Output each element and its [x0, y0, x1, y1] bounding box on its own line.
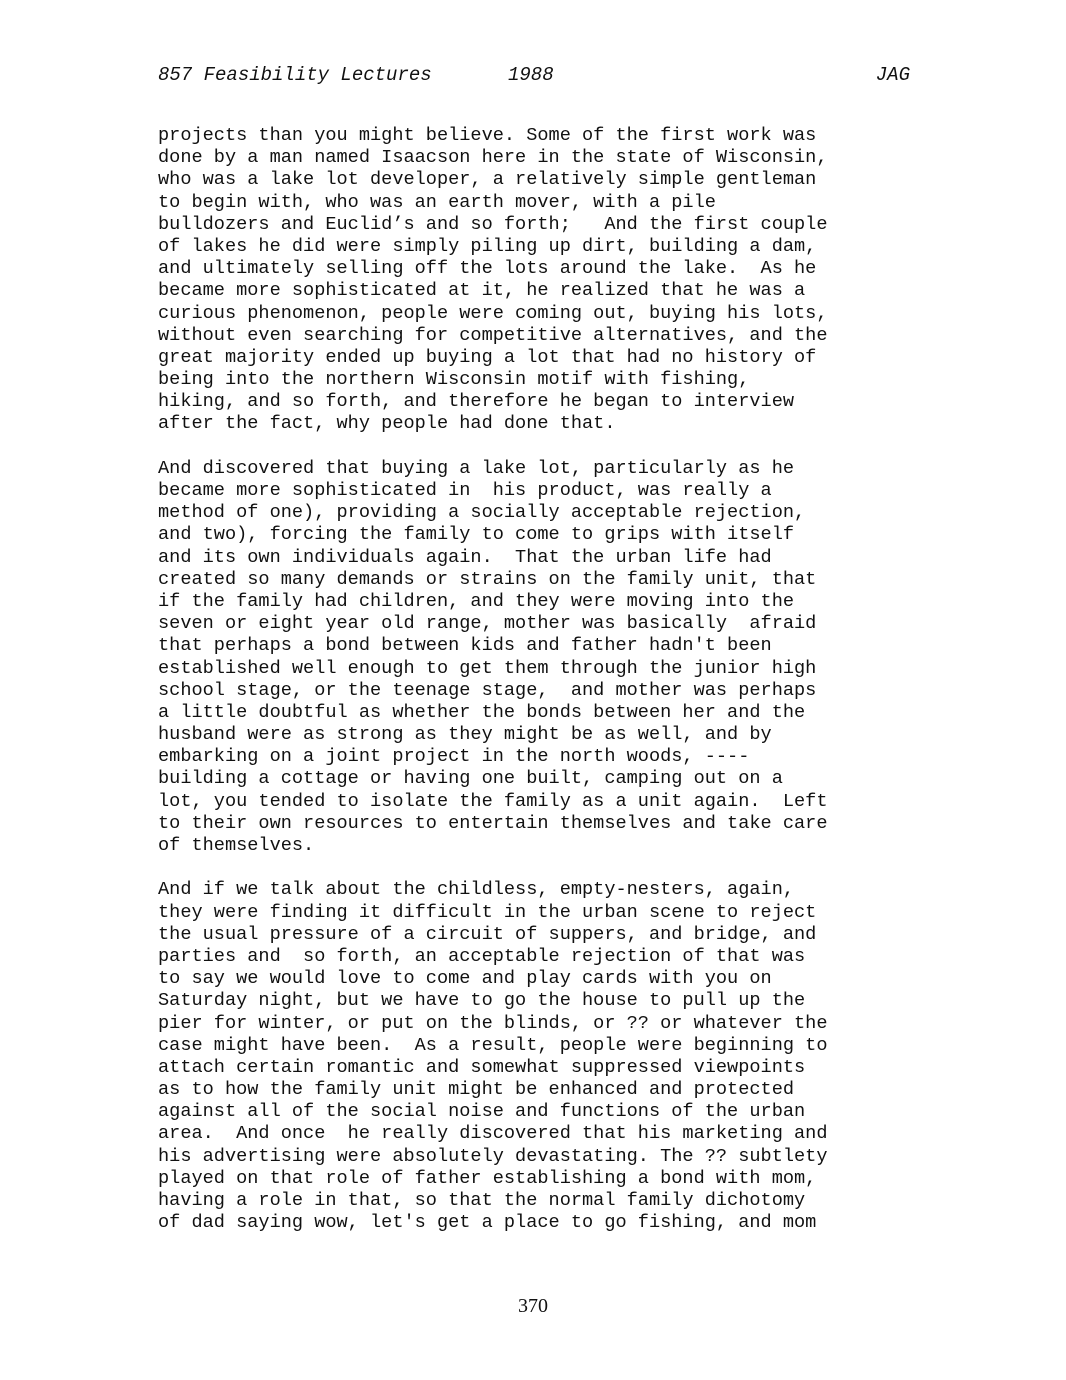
- paragraph: [158, 458, 918, 857]
- text-line: curious phenomenon, people were coming out, buying his lots,: [158, 302, 828, 324]
- text-line: who was a lake lot developer, a relatively simple gentleman: [158, 169, 817, 191]
- header-year: 1988: [508, 64, 554, 86]
- text-line: hiking, and so forth, and therefore he began to interview: [158, 391, 795, 413]
- header-course-title: 857 Feasibility Lectures: [158, 64, 432, 86]
- running-header: [158, 62, 910, 88]
- text-line: great majority ended up buying a lot that had no history of: [158, 346, 817, 368]
- text-line: created so many demands or strains on the family unit, that: [158, 568, 817, 590]
- text-line: to say we would love to come and play cards with you on: [158, 968, 772, 990]
- header-author-initials: JAG: [875, 64, 910, 86]
- text-line: of dad saying wow, let's get a place to go fishing, and mom: [158, 1212, 817, 1234]
- page-number: 370: [518, 1295, 548, 1317]
- text-line: established well enough to get them through the junior high: [158, 657, 817, 679]
- lecture-body-text: [158, 125, 918, 1257]
- text-line: if the family had children, and they were moving into the: [158, 590, 795, 612]
- text-line: as to how the family unit might be enhanced and protected: [158, 1079, 795, 1101]
- text-line: lot, you tended to isolate the family as a unit again. Left: [158, 790, 828, 812]
- text-line: seven or eight year old range, mother was basically afraid: [158, 613, 817, 635]
- paragraph: [158, 879, 918, 1234]
- text-line: played on that role of father establishing a bond with mom,: [158, 1167, 817, 1189]
- text-line: having a role in that, so that the normal family dichotomy: [158, 1190, 806, 1211]
- text-line: Saturday night, but we have to go the house to pull up the: [158, 990, 806, 1012]
- text-line: to begin with, who was an earth mover, with a pile: [158, 191, 716, 213]
- text-line: case might have been. As a result, people were beginning to: [158, 1034, 828, 1056]
- text-line: became more sophisticated at it, he realized that he was a: [158, 280, 806, 302]
- text-line: And discovered that buying a lake lot, particularly as he: [158, 457, 795, 479]
- text-line: embarking on a joint project in the north woods, ----: [158, 746, 750, 768]
- text-line: area. And once he really discovered that his marketing and: [158, 1123, 828, 1145]
- text-line: building a cottage or having one built, camping out on a: [158, 768, 783, 790]
- text-line: and its own individuals again. That the urban life had: [158, 546, 772, 568]
- text-line: And if we talk about the childless, empty-nesters, again,: [158, 879, 795, 901]
- text-line: after the fact, why people had done that.: [158, 413, 616, 435]
- text-line: to their own resources to entertain themselves and take care: [158, 812, 828, 834]
- text-line: husband were as strong as they might be as well, and by: [158, 724, 772, 746]
- text-line: the usual pressure of a circuit of suppers, and bridge, and: [158, 923, 817, 945]
- text-line: parties and so forth, an acceptable rejection of that was: [158, 945, 806, 967]
- text-line: of lakes he did were simply piling up dirt, building a dam,: [158, 235, 817, 257]
- text-line: without even searching for competitive alternatives, and the: [158, 324, 828, 346]
- text-line: of themselves.: [158, 835, 315, 856]
- text-line: a little doubtful as whether the bonds between her and the: [158, 701, 806, 723]
- text-line: against all of the social noise and functions of the urban: [158, 1101, 806, 1123]
- text-line: attach certain romantic and somewhat suppressed viewpoints: [158, 1056, 806, 1078]
- paragraph: [158, 125, 918, 436]
- text-line: bulldozers and Euclid’s and so forth; And the first couple: [158, 213, 828, 235]
- text-line: that perhaps a bond between kids and father hadn't been: [158, 635, 772, 657]
- text-line: pier for winter, or put on the blinds, or ?? or whatever the: [158, 1012, 828, 1034]
- text-line: being into the northern Wisconsin motif with fishing,: [158, 369, 750, 391]
- text-line: became more sophisticated in his product, was really a: [158, 480, 772, 501]
- text-line: school stage, or the teenage stage, and mother was perhaps: [158, 679, 817, 701]
- text-line: done by a man named Isaacson here in the state of Wisconsin,: [158, 147, 828, 169]
- text-line: projects than you might believe. Some of the first work was: [158, 125, 817, 146]
- text-line: and ultimately selling off the lots around the lake. As he: [158, 258, 817, 280]
- text-line: method of one), providing a socially acceptable rejection,: [158, 502, 806, 524]
- text-line: his advertising were absolutely devastating. The ?? subtlety: [158, 1145, 828, 1167]
- text-line: and two), forcing the family to come to grips with itself: [158, 524, 795, 546]
- text-line: they were finding it difficult in the urban scene to reject: [158, 901, 817, 923]
